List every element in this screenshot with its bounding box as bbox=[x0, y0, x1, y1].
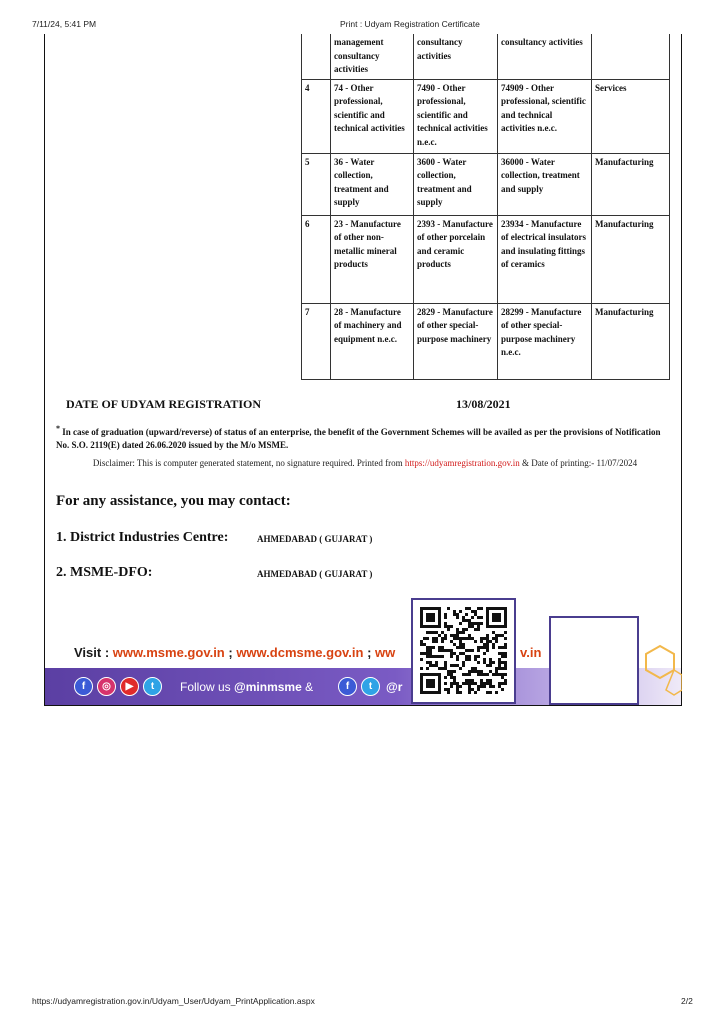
instagram-icon[interactable]: ◎ bbox=[97, 677, 116, 696]
msme-site-link[interactable]: www.msme.gov.in bbox=[112, 645, 225, 660]
nic-row bbox=[302, 153, 670, 215]
nic-cell-nic4: 3600 - Water collection, treatment and supply bbox=[414, 153, 498, 215]
disclaimer-prefix: Disclaimer: This is computer generated statement, no signature required. Printed from bbox=[92, 458, 405, 468]
nic-cell-activity: Manufacturing bbox=[592, 303, 670, 379]
visit-line bbox=[74, 645, 395, 660]
dcmsme-site-link[interactable]: www.dcmsme.gov.in bbox=[236, 645, 364, 660]
visit-sep-1: ; bbox=[224, 645, 237, 660]
dic-label: 1. District Industries Centre: bbox=[56, 530, 229, 545]
nic-cell-nic5: 74909 - Other professional, scientific and technical activities n.e.c. bbox=[498, 79, 592, 153]
visit-line-tail bbox=[520, 645, 541, 660]
photo-placeholder bbox=[549, 616, 639, 705]
twitter-icon[interactable]: t bbox=[143, 677, 162, 696]
print-url: https://udyamregistration.gov.in/Udyam_User/Udyam_PrintApplication.aspx bbox=[32, 996, 315, 1006]
page-number: 2/2 bbox=[681, 996, 693, 1006]
disclaimer-suffix: & Date of printing:- 11/07/2024 bbox=[519, 458, 638, 468]
youtube-icon[interactable]: ▶ bbox=[120, 677, 139, 696]
registration-date-value: 13/08/2021 bbox=[456, 397, 511, 411]
follow-amp: & bbox=[301, 680, 314, 694]
nic-row bbox=[302, 303, 670, 379]
follow-line bbox=[180, 680, 313, 694]
registration-date-label: DATE OF UDYAM REGISTRATION bbox=[66, 397, 262, 411]
nic-cell-nic2: 23 - Manufacture of other non-metallic mineral products bbox=[331, 215, 414, 303]
nic-cell-nic2: 74 - Other professional, scientific and technical activities bbox=[331, 79, 414, 153]
facebook-icon[interactable]: f bbox=[74, 677, 93, 696]
third-site-link-end[interactable]: v.in bbox=[520, 645, 542, 660]
nic-cell-nic5: 36000 - Water collection, treatment and supply bbox=[498, 153, 592, 215]
handle-2-link[interactable]: @r bbox=[386, 680, 403, 694]
follow-prefix: Follow us bbox=[180, 680, 235, 694]
nic-cell-nic5: 28299 - Manufacture of other special-purpose machinery n.e.c. bbox=[498, 303, 592, 379]
social-icons-2 bbox=[338, 677, 380, 696]
nic-cell-sno: 6 bbox=[302, 215, 331, 303]
visit-sep-2: ; bbox=[363, 645, 376, 660]
nic-cell-nic4: consultancy activities bbox=[414, 34, 498, 79]
nic-cell-sno: 4 bbox=[302, 79, 331, 153]
qr-code bbox=[411, 598, 516, 704]
nic-cell-nic5: consultancy activities bbox=[498, 34, 592, 79]
nic-row bbox=[302, 34, 670, 79]
nic-row bbox=[302, 79, 670, 153]
nic-table bbox=[301, 34, 670, 380]
visit-label: Visit : bbox=[74, 645, 113, 660]
note-asterisk: * bbox=[56, 424, 60, 433]
print-title: Print : Udyam Registration Certificate bbox=[340, 19, 480, 29]
nic-cell-activity: Manufacturing bbox=[592, 153, 670, 215]
print-datetime: 7/11/24, 5:41 PM bbox=[32, 19, 97, 29]
nic-cell-activity: Services bbox=[592, 79, 670, 153]
nic-row bbox=[302, 215, 670, 303]
disclaimer bbox=[56, 457, 674, 469]
nic-cell-sno: 7 bbox=[302, 303, 331, 379]
social-icons bbox=[74, 677, 162, 696]
facebook-icon[interactable]: f bbox=[338, 677, 357, 696]
assistance-heading: For any assistance, you may contact: bbox=[56, 493, 291, 509]
handle-link[interactable]: @minmsme bbox=[234, 680, 302, 694]
nic-cell-nic2: 28 - Manufacture of machinery and equipment n.e.c. bbox=[331, 303, 414, 379]
decorative-hexagons bbox=[640, 640, 682, 704]
nic-cell-nic4: 2829 - Manufacture of other special-purpose machinery bbox=[414, 303, 498, 379]
qr-code-icon bbox=[420, 607, 507, 695]
nic-cell-nic2: 36 - Water collection, treatment and supply bbox=[331, 153, 414, 215]
nic-cell-sno bbox=[302, 34, 331, 79]
udyam-link[interactable]: https://udyamregistration.gov.in bbox=[404, 458, 520, 468]
third-site-link-start[interactable]: ww bbox=[375, 645, 396, 660]
nic-cell-nic5: 23934 - Manufacture of electrical insulators and insulating fittings of ceramics bbox=[498, 215, 592, 303]
twitter-icon[interactable]: t bbox=[361, 677, 380, 696]
nic-cell-nic4: 7490 - Other professional, scientific and technical activities n.e.c. bbox=[414, 79, 498, 153]
graduation-note bbox=[56, 422, 674, 452]
nic-cell-nic4: 2393 - Manufacture of other porcelain and ceramic products bbox=[414, 215, 498, 303]
nic-cell-sno: 5 bbox=[302, 153, 331, 215]
dic-value: AHMEDABAD ( GUJARAT ) bbox=[257, 534, 373, 544]
nic-cell-activity: Manufacturing bbox=[592, 215, 670, 303]
dfo-label: 2. MSME-DFO: bbox=[56, 565, 153, 580]
nic-cell-activity bbox=[592, 34, 670, 79]
dfo-value: AHMEDABAD ( GUJARAT ) bbox=[257, 569, 373, 579]
note-text: In case of graduation (upward/reverse) of status of an enterprise, the benefit of the Government Schemes will be availed as per the provisions of Notification No. S.O. 2119(E) dated 26.06.2020 issued by the M/o MSME. bbox=[56, 427, 661, 450]
handle-2 bbox=[386, 680, 402, 694]
nic-cell-nic2: management consultancy activities bbox=[331, 34, 414, 79]
